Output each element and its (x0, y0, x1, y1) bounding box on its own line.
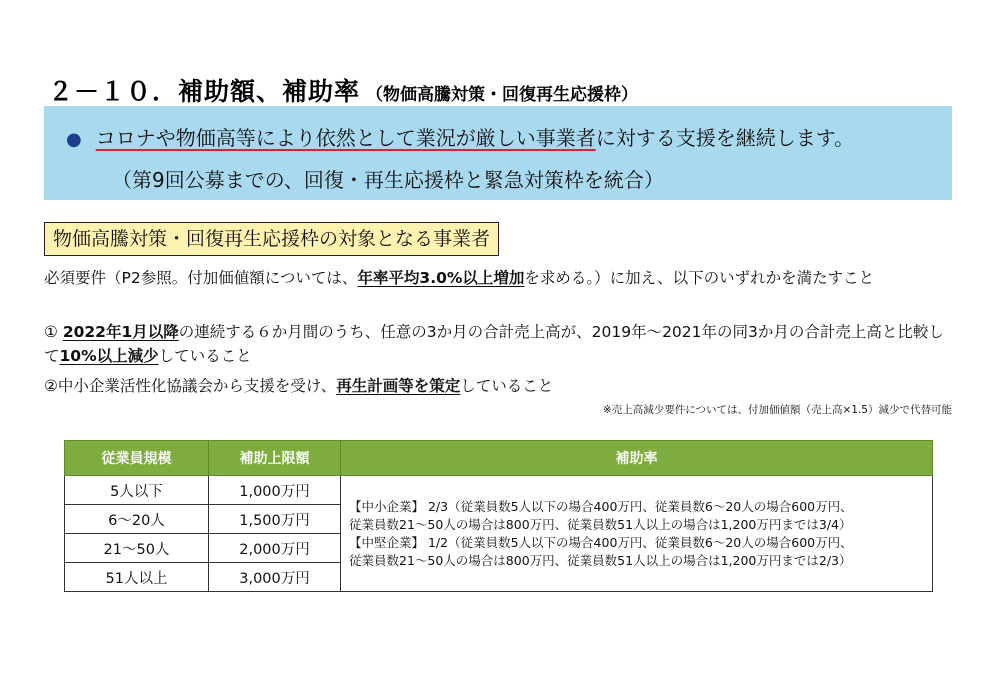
req3-bold: 再生計画等を策定 (336, 377, 461, 395)
req2-text-b: していること (158, 347, 252, 365)
title-sub: （物価高騰対策・回復再生応援枠） (366, 85, 639, 105)
rate-line: 【中堅企業】 1/2（従業員数5人以下の場合400万円、従業員数6～20人の場合600万円、 (349, 534, 853, 550)
banner-underlined-text: コロナや物価高等により依然として業況が厳しい事業者 (95, 126, 596, 150)
requirement-paragraph-2 (44, 320, 956, 368)
req2-text-a: の連続する６か月間のうち、任意の3か月の合計売上高が、2019年～2021年の同3か月の合計売上高と比較して (44, 323, 944, 365)
employee-size-cell: 51人以上 (65, 563, 209, 592)
table-header-row (65, 441, 933, 476)
table-row (65, 476, 933, 505)
employee-size-cell: 5人以下 (65, 476, 209, 505)
header-subsidy-limit: 補助上限額 (209, 441, 341, 476)
section-heading: 物価高騰対策・回復再生応援枠の対象となる事業者 (44, 222, 499, 256)
req2-bold-2: 10%以上減少 (59, 347, 159, 365)
subsidy-limit-cell: 2,000万円 (209, 534, 341, 563)
req3-text-b: していること (460, 377, 554, 395)
subsidy-limit-cell: 1,000万円 (209, 476, 341, 505)
req2-number: ① (44, 323, 63, 341)
req1-bold: 年率平均3.0%以上増加 (357, 269, 525, 287)
req2-bold-1: 2022年1月以降 (62, 323, 179, 341)
rate-line: 【中小企業】 2/3（従業員数5人以下の場合400万円、従業員数6～20人の場合600万円、 (349, 498, 853, 514)
employee-size-cell: 6～20人 (65, 505, 209, 534)
rate-line: 従業員数21～50人の場合は800万円、従業員数51人以上の場合は1,200万円までは3/4） (349, 516, 852, 532)
page-title (48, 72, 638, 108)
bullet-icon: ● (66, 129, 82, 150)
summary-banner (44, 106, 952, 200)
footnote: ※売上高減少要件については、付加価値額（売上高×1.5）減少で代替可能 (602, 404, 952, 416)
subsidy-rate-cell (341, 476, 933, 592)
rate-line: 従業員数21～50人の場合は800万円、従業員数51人以上の場合は1,200万円までは2/3） (349, 552, 852, 568)
req3-text-a: ②中小企業活性化協議会から支援を受け、 (44, 377, 337, 395)
subsidy-limit-cell: 3,000万円 (209, 563, 341, 592)
employee-size-cell: 21～50人 (65, 534, 209, 563)
banner-text-rest: に対する支援を継続します。 (595, 126, 855, 150)
banner-line-1 (66, 122, 854, 151)
requirement-paragraph-3 (44, 374, 956, 398)
requirement-paragraph-1 (44, 266, 956, 290)
title-main: ２－１０．補助額、補助率 (48, 77, 361, 106)
req1-text-a: 必須要件（P2参照。付加価値額については、 (44, 269, 358, 287)
req1-text-b: を求める。）に加え、以下のいずれかを満たすこと (524, 269, 875, 287)
header-employee-size: 従業員規模 (65, 441, 209, 476)
header-subsidy-rate: 補助率 (341, 441, 933, 476)
banner-line-2: （第9回公募までの、回復・再生応援枠と緊急対策枠を統合） (112, 168, 664, 192)
subsidy-table (64, 440, 933, 592)
subsidy-limit-cell: 1,500万円 (209, 505, 341, 534)
